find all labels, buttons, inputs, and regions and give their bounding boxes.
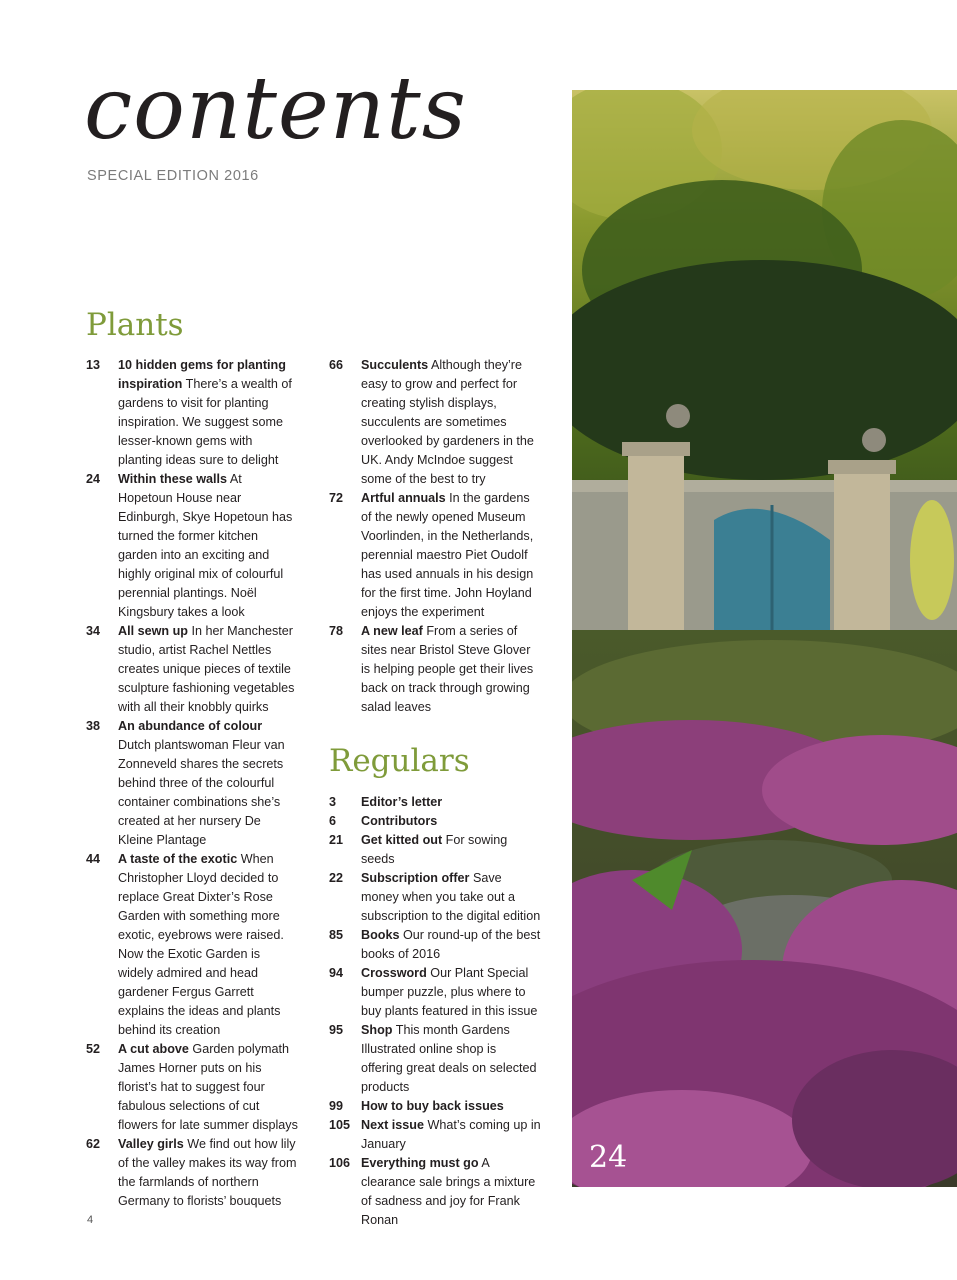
- entry-description: When Christopher Lloyd decided to replace Great Dixter’s Rose Garden with something more exotic, eyebrows were raised. Now the Exotic Garden is widely admired and head gardener Fergus Garrett explains the ideas and plants behind its creation: [118, 852, 284, 1037]
- entry-headline: Everything must go: [361, 1156, 479, 1170]
- entry-page-number: 72: [329, 491, 344, 505]
- entry-description: Our Plant Special bumper puzzle, plus where to buy plants featured in this issue: [361, 966, 538, 1018]
- entry-page-number: 95: [329, 1023, 344, 1037]
- entry-page-number: 21: [329, 833, 344, 847]
- contents-entry: [329, 622, 541, 717]
- entry-page-number: 52: [86, 1042, 101, 1056]
- entry-page-number: 44: [86, 852, 101, 866]
- entry-headline: All sewn up: [118, 624, 188, 638]
- entry-description: At Hopetoun House near Edinburgh, Skye Hopetoun has turned the former kitchen garden into an exciting and highly original mix of colourful perennial plantings. Noël Kingsbury takes a look: [118, 472, 293, 619]
- entry-text: [361, 489, 541, 622]
- entry-headline: 10 hidden gems for planting inspiration: [118, 358, 286, 391]
- entry-headline: A new leaf: [361, 624, 423, 638]
- contents-entry: [86, 470, 298, 622]
- entry-description: In her Manchester studio, artist Rachel Nettles creates unique pieces of textile sculpture fashioning vegetables with all their knobbly quirks: [118, 624, 295, 714]
- entry-text: [361, 1116, 541, 1154]
- entry-description: We find out how lily of the valley makes its way from the farmlands of northern Germany to florists’ bouquets: [118, 1137, 297, 1208]
- entry-description: There’s a wealth of gardens to visit for planting inspiration. We suggest some lesser-known gems with planting ideas sure to delight: [118, 377, 292, 467]
- entry-headline: Valley girls: [118, 1137, 184, 1151]
- contents-entry: [86, 850, 298, 1040]
- entry-headline: Shop: [361, 1023, 393, 1037]
- entry-headline: Artful annuals: [361, 491, 446, 505]
- entry-text: [361, 793, 541, 812]
- entry-page-number: 105: [329, 1118, 351, 1132]
- entry-page-number: 6: [329, 814, 337, 828]
- entry-headline: Books: [361, 928, 400, 942]
- entry-text: [118, 470, 298, 622]
- regulars-list: [329, 793, 541, 1230]
- entry-headline: Crossword: [361, 966, 427, 980]
- folio: 4: [87, 1214, 94, 1226]
- entry-headline: A cut above: [118, 1042, 189, 1056]
- contents-entry: [329, 926, 541, 964]
- contents-entry: [329, 793, 541, 812]
- plants-column-2: [329, 356, 541, 717]
- entry-description: From a series of sites near Bristol Steve Glover is helping people get their lives back on track through growing salad leaves: [361, 624, 534, 714]
- entry-page-number: 99: [329, 1099, 344, 1113]
- entry-text: [361, 812, 541, 831]
- entry-page-number: 78: [329, 624, 344, 638]
- entry-headline: Editor’s letter: [361, 795, 443, 809]
- contents-entry: [329, 1021, 541, 1097]
- entry-text: [361, 622, 541, 717]
- entry-text: [118, 850, 298, 1040]
- entry-page-number: 13: [86, 358, 101, 372]
- contents-entry: [329, 1154, 541, 1230]
- contents-entry: [86, 356, 298, 470]
- garden-photo: [572, 90, 957, 1187]
- entry-headline: Succulents: [361, 358, 429, 372]
- entry-text: [118, 1135, 298, 1211]
- entry-text: [118, 1040, 298, 1135]
- contents-entry: [86, 717, 298, 850]
- entry-page-number: 38: [86, 719, 101, 733]
- entry-headline: Get kitted out: [361, 833, 443, 847]
- entry-description: Although they’re easy to grow and perfect for creating stylish displays, succulents are sometimes overlooked by gardeners in the UK. Andy McIndoe suggest some of the best to try: [361, 358, 534, 486]
- contents-entry: [329, 1097, 541, 1116]
- contents-entry: [329, 489, 541, 622]
- entry-text: [361, 964, 541, 1021]
- page-title: contents: [84, 59, 467, 159]
- contents-entry: [86, 622, 298, 717]
- contents-entry: [86, 1040, 298, 1135]
- entry-page-number: 85: [329, 928, 344, 942]
- entry-page-number: 34: [86, 624, 101, 638]
- entry-headline: How to buy back issues: [361, 1099, 504, 1113]
- entry-text: [361, 1021, 541, 1097]
- entry-text: [361, 1154, 541, 1230]
- plants-heading: Plants: [86, 307, 184, 343]
- entry-headline: Next issue: [361, 1118, 424, 1132]
- entry-headline: Subscription offer: [361, 871, 470, 885]
- contents-entry: [329, 812, 541, 831]
- contents-entry: [329, 831, 541, 869]
- contents-entry: [86, 1135, 298, 1211]
- edition-label: SPECIAL EDITION 2016: [87, 168, 259, 184]
- entry-page-number: 3: [329, 795, 337, 809]
- contents-entry: [329, 869, 541, 926]
- entry-description: This month Gardens Illustrated online shop is offering great deals on selected products: [361, 1023, 537, 1094]
- entry-page-number: 106: [329, 1156, 351, 1170]
- entry-text: [361, 1097, 541, 1116]
- entry-text: [361, 926, 541, 964]
- entry-page-number: 94: [329, 966, 344, 980]
- entry-description: Our round-up of the best books of 2016: [361, 928, 541, 961]
- entry-text: [361, 831, 541, 869]
- entry-text: [118, 717, 298, 850]
- entry-headline: Contributors: [361, 814, 438, 828]
- entry-description: A clearance sale brings a mixture of sadness and joy for Frank Ronan: [361, 1156, 536, 1227]
- entry-text: [361, 869, 541, 926]
- entry-page-number: 24: [86, 472, 101, 486]
- entry-description: Garden polymath James Horner puts on his florist’s hat to suggest four fabulous selections of cut flowers for late summer displays: [118, 1042, 298, 1132]
- photo-page-number: 24: [589, 1140, 628, 1175]
- entry-description: Dutch plantswoman Fleur van Zonneveld shares the secrets behind three of the colourful container combinations she’s created at her nursery De Kleine Plantage: [118, 738, 285, 847]
- entry-page-number: 66: [329, 358, 344, 372]
- contents-entry: [329, 356, 541, 489]
- entry-text: [118, 622, 298, 717]
- entry-text: [361, 356, 541, 489]
- contents-entry: [329, 1116, 541, 1154]
- contents-entry: [329, 964, 541, 1021]
- entry-headline: An abundance of colour: [118, 719, 263, 733]
- plants-column-1: [86, 356, 298, 1211]
- entry-description: Save money when you take out a subscription to the digital edition: [361, 871, 541, 923]
- regulars-heading: Regulars: [329, 743, 470, 779]
- entry-text: [118, 356, 298, 470]
- entry-headline: Within these walls: [118, 472, 228, 486]
- entry-page-number: 22: [329, 871, 344, 885]
- entry-headline: A taste of the exotic: [118, 852, 238, 866]
- entry-description: What’s coming up in January: [361, 1118, 541, 1151]
- entry-description: In the gardens of the newly opened Museum Voorlinden, in the Netherlands, perennial maestro Piet Oudolf has used annuals in his design for the first time. John Hoyland enjoys the experiment: [361, 491, 534, 619]
- entry-page-number: 62: [86, 1137, 101, 1151]
- entry-description: For sowing seeds: [361, 833, 508, 866]
